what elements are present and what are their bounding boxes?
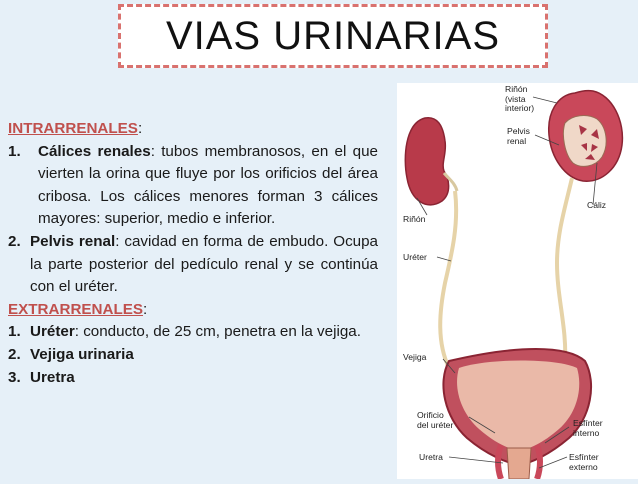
list-intrarrenales: [8, 141, 378, 299]
label-uretra: Uretra: [419, 452, 443, 462]
label-rinon-vista: Riñón (vista interior): [505, 84, 535, 113]
list-item: 2. Vejiga urinaria: [8, 345, 134, 363]
section-heading-extrarrenales: EXTRARRENALES:: [8, 300, 148, 318]
label-vejiga: Vejiga: [403, 352, 427, 362]
list-extrarrenales: [8, 321, 378, 389]
kidney-left-shape: [405, 118, 448, 205]
label-rinon: Riñón: [403, 214, 426, 224]
list-item: 1. Uréter: conducto, de 25 cm, penetra en la vejiga.: [8, 323, 361, 341]
list-item: 3. Uretra: [8, 368, 75, 386]
page-title: VIAS URINARIAS: [165, 13, 501, 58]
text-column: [8, 118, 378, 389]
section-heading-intrarrenales: INTRARRENALES:: [8, 120, 143, 137]
list-item: 1. Cálices renales: tubos membranosos, en el que vierten la orina que fluye por los orificios del área cribosa. Los cálices menores forman 3 cálices mayores: superior, medio e inferior.: [8, 142, 378, 228]
list-item: 2. Pelvis renal: cavidad en forma de embudo. Ocupa la parte posterior del pedículo renal y se continúa con el uréter.: [8, 232, 379, 296]
urinary-tract-illustration: [397, 83, 638, 479]
label-caliz: Cáliz: [587, 200, 607, 210]
label-orificio-ureter: Orificio del uréter: [417, 410, 454, 430]
label-esfinter-interno: Esfínter interno: [573, 418, 603, 438]
label-ureter: Uréter: [403, 252, 427, 262]
ureter-right: [557, 178, 572, 363]
label-esfinter-externo: Esfínter externo: [569, 452, 599, 472]
title-box: [118, 4, 548, 68]
label-pelvis-renal: Pelvis renal: [507, 126, 530, 146]
ureter-left: [440, 191, 456, 368]
